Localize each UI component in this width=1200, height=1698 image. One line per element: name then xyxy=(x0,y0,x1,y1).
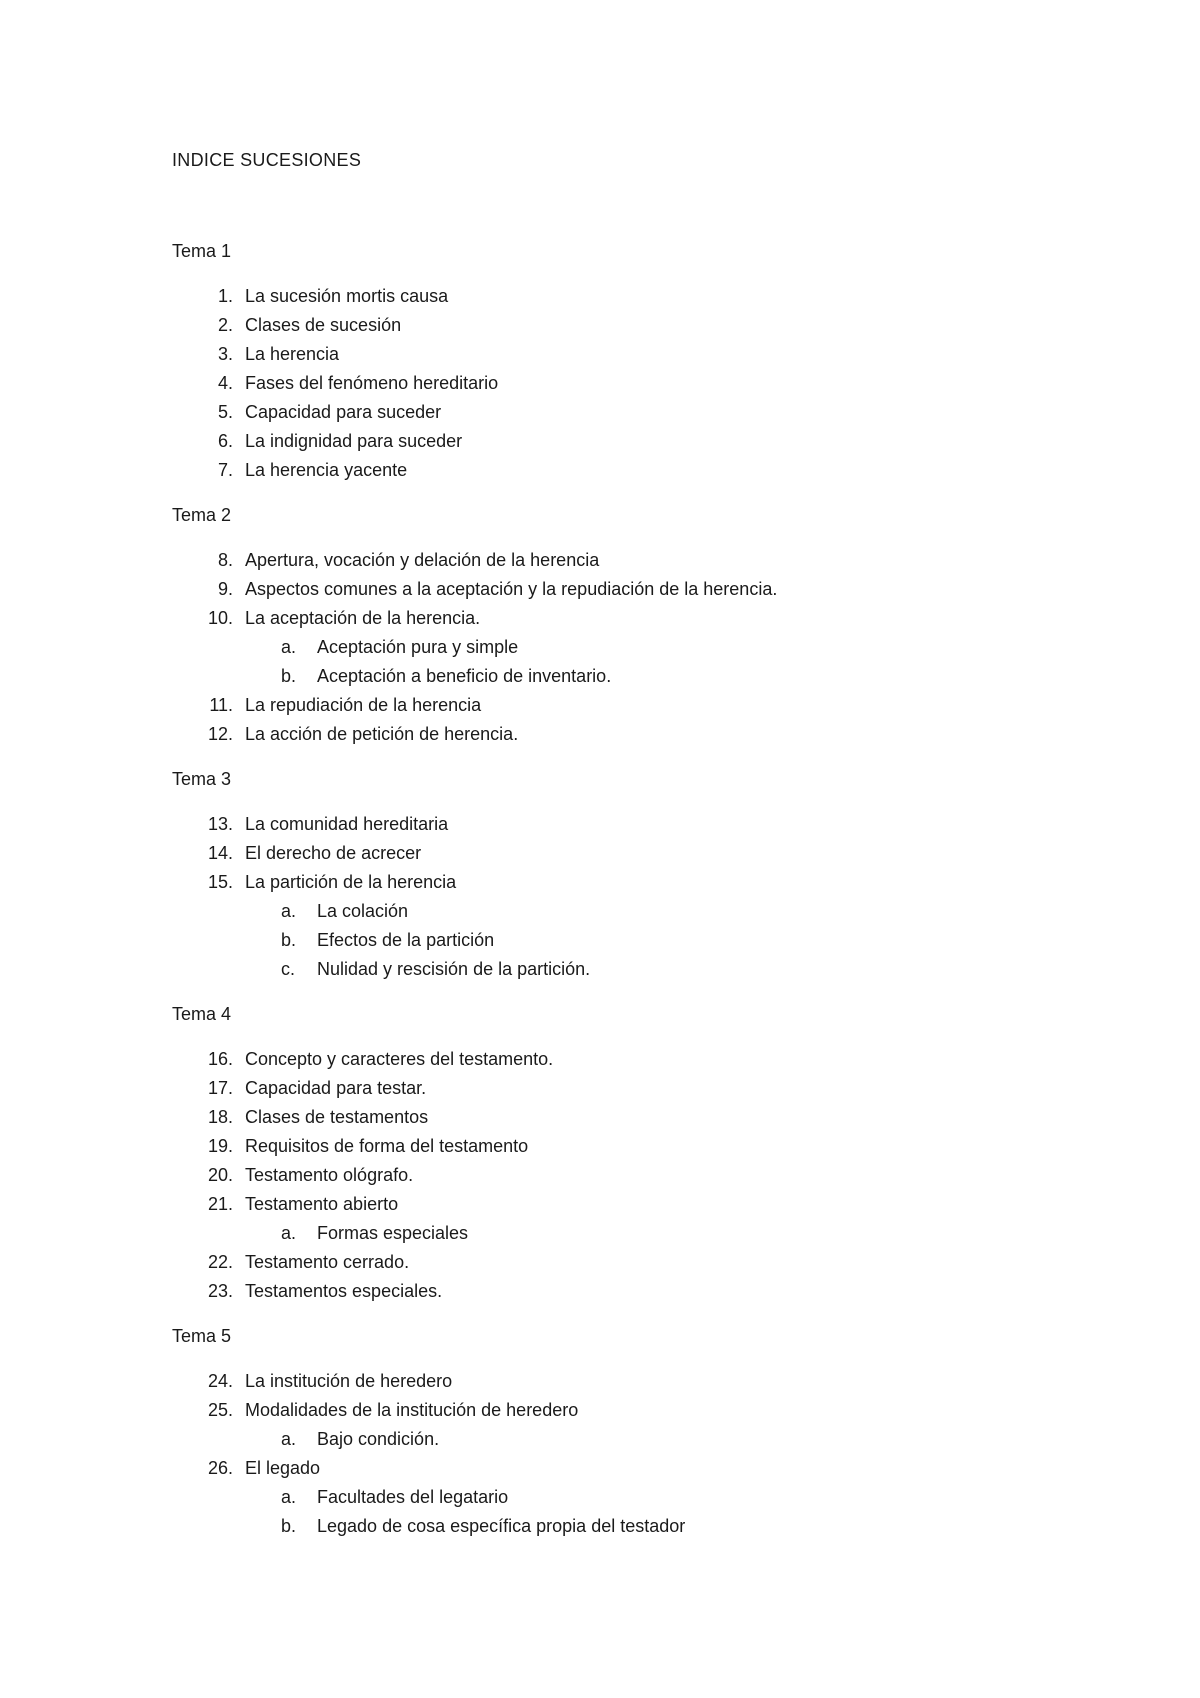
list-item-text: La partición de la herencia xyxy=(245,872,457,892)
list-item-number: 18. xyxy=(207,1107,233,1127)
sub-list-item-letter: b. xyxy=(281,666,297,686)
tema-section xyxy=(172,1322,1072,1541)
list-item-text: Modalidades de la institución de heredero xyxy=(245,1400,579,1420)
list-item-text: Testamento abierto xyxy=(245,1194,399,1214)
list-item-text: Apertura, vocación y delación de la herencia xyxy=(245,550,600,570)
sub-list-item xyxy=(172,897,1072,926)
sub-list-item-text: Aceptación pura y simple xyxy=(317,637,519,657)
sub-list-item xyxy=(172,633,1072,662)
list-item-number: 2. xyxy=(217,315,233,335)
list-item xyxy=(172,1277,1072,1306)
list-item-text: Capacidad para testar. xyxy=(245,1078,427,1098)
list-item-text: Testamentos especiales. xyxy=(245,1281,443,1301)
list-item-number: 5. xyxy=(217,402,233,422)
sub-list-item-letter: c. xyxy=(281,959,296,979)
sub-list-item-letter: a. xyxy=(281,1429,297,1449)
sub-list-item xyxy=(172,926,1072,955)
list-item-text: Clases de sucesión xyxy=(245,315,402,335)
sub-list-item-text: Nulidad y rescisión de la partición. xyxy=(317,959,591,979)
sub-list-item-text: Facultades del legatario xyxy=(317,1487,509,1507)
sub-list-item-text: Formas especiales xyxy=(317,1223,469,1243)
list-item xyxy=(172,691,1072,720)
list-item-number: 3. xyxy=(217,344,233,364)
tema-heading: Tema 4 xyxy=(172,1004,232,1024)
list-item xyxy=(172,1074,1072,1103)
sections-container xyxy=(172,237,1072,1541)
list-item xyxy=(172,1132,1072,1161)
list-item xyxy=(172,720,1072,749)
topic-list xyxy=(172,282,1072,485)
document-page xyxy=(172,146,1072,1557)
sub-list-item-letter: a. xyxy=(281,1223,297,1243)
list-item-text: La indignidad para suceder xyxy=(245,431,463,451)
sub-list-item-text: Aceptación a beneficio de inventario. xyxy=(317,666,612,686)
list-item-number: 26. xyxy=(207,1458,233,1478)
list-item-text: Testamento ológrafo. xyxy=(245,1165,414,1185)
list-item xyxy=(172,810,1072,839)
list-item-text: La herencia xyxy=(245,344,340,364)
list-item-text: La repudiación de la herencia xyxy=(245,695,482,715)
tema-heading: Tema 1 xyxy=(172,241,232,261)
list-item-text: Requisitos de forma del testamento xyxy=(245,1136,529,1156)
list-item xyxy=(172,604,1072,633)
list-item xyxy=(172,1367,1072,1396)
list-item-number: 12. xyxy=(207,724,233,744)
list-item xyxy=(172,427,1072,456)
topic-list xyxy=(172,1045,1072,1306)
list-item-text: La comunidad hereditaria xyxy=(245,814,449,834)
list-item-text: La institución de heredero xyxy=(245,1371,453,1391)
list-item xyxy=(172,575,1072,604)
list-item-number: 6. xyxy=(217,431,233,451)
sub-list-item-text: Legado de cosa específica propia del testador xyxy=(317,1516,686,1536)
list-item-number: 17. xyxy=(207,1078,233,1098)
sub-list-item xyxy=(172,1425,1072,1454)
sub-list-item-text: Bajo condición. xyxy=(317,1429,440,1449)
list-item xyxy=(172,1045,1072,1074)
sub-list-item-letter: a. xyxy=(281,637,297,657)
list-item-number: 9. xyxy=(217,579,233,599)
sub-list-item xyxy=(172,955,1072,984)
list-item-text: Aspectos comunes a la aceptación y la repudiación de la herencia. xyxy=(245,579,778,599)
list-item xyxy=(172,1248,1072,1277)
list-item-text: Capacidad para suceder xyxy=(245,402,442,422)
list-item-number: 8. xyxy=(217,550,233,570)
list-item xyxy=(172,456,1072,485)
list-item xyxy=(172,839,1072,868)
list-item-text: Fases del fenómeno hereditario xyxy=(245,373,499,393)
topic-list xyxy=(172,810,1072,984)
sub-list-item-letter: b. xyxy=(281,1516,297,1536)
sub-list-item xyxy=(172,1512,1072,1541)
list-item-number: 25. xyxy=(207,1400,233,1420)
sub-list-item xyxy=(172,662,1072,691)
sub-list-item-text: Efectos de la partición xyxy=(317,930,495,950)
topic-list xyxy=(172,1367,1072,1541)
sub-list-item xyxy=(172,1219,1072,1248)
list-item xyxy=(172,868,1072,897)
list-item-number: 24. xyxy=(207,1371,233,1391)
list-item-number: 23. xyxy=(207,1281,233,1301)
tema-section xyxy=(172,237,1072,485)
list-item xyxy=(172,1103,1072,1132)
list-item-text: Testamento cerrado. xyxy=(245,1252,410,1272)
list-item xyxy=(172,282,1072,311)
tema-section xyxy=(172,1000,1072,1306)
sub-list-item-letter: b. xyxy=(281,930,297,950)
sub-list-item-letter: a. xyxy=(281,901,297,921)
list-item-text: La aceptación de la herencia. xyxy=(245,608,481,628)
list-item-number: 4. xyxy=(217,373,233,393)
list-item-number: 16. xyxy=(207,1049,233,1069)
list-item-number: 22. xyxy=(207,1252,233,1272)
list-item-number: 7. xyxy=(217,460,233,480)
tema-section xyxy=(172,501,1072,749)
list-item-text: El legado xyxy=(245,1458,321,1478)
sub-list-item-letter: a. xyxy=(281,1487,297,1507)
sub-list-item xyxy=(172,1483,1072,1512)
list-item-number: 11. xyxy=(209,695,233,715)
list-item xyxy=(172,369,1072,398)
document-title: INDICE SUCESIONES xyxy=(172,150,362,170)
list-item-text: La sucesión mortis causa xyxy=(245,286,449,306)
list-item xyxy=(172,398,1072,427)
list-item xyxy=(172,1161,1072,1190)
list-item xyxy=(172,1190,1072,1219)
list-item-number: 15. xyxy=(207,872,233,892)
list-item xyxy=(172,1454,1072,1483)
list-item-text: La acción de petición de herencia. xyxy=(245,724,519,744)
list-item xyxy=(172,311,1072,340)
tema-heading: Tema 3 xyxy=(172,769,232,789)
tema-heading: Tema 2 xyxy=(172,505,232,525)
list-item-number: 19. xyxy=(207,1136,233,1156)
tema-section xyxy=(172,765,1072,984)
list-item xyxy=(172,546,1072,575)
list-item-text: La herencia yacente xyxy=(245,460,408,480)
list-item-number: 1. xyxy=(217,286,233,306)
topic-list xyxy=(172,546,1072,749)
list-item-number: 14. xyxy=(207,843,233,863)
list-item xyxy=(172,1396,1072,1425)
list-item-number: 20. xyxy=(207,1165,233,1185)
sub-list-item-text: La colación xyxy=(317,901,409,921)
list-item-number: 21. xyxy=(207,1194,233,1214)
tema-heading: Tema 5 xyxy=(172,1326,232,1346)
list-item-text: Clases de testamentos xyxy=(245,1107,429,1127)
list-item-number: 13. xyxy=(207,814,233,834)
list-item-text: Concepto y caracteres del testamento. xyxy=(245,1049,554,1069)
list-item xyxy=(172,340,1072,369)
list-item-number: 10. xyxy=(207,608,233,628)
list-item-text: El derecho de acrecer xyxy=(245,843,422,863)
